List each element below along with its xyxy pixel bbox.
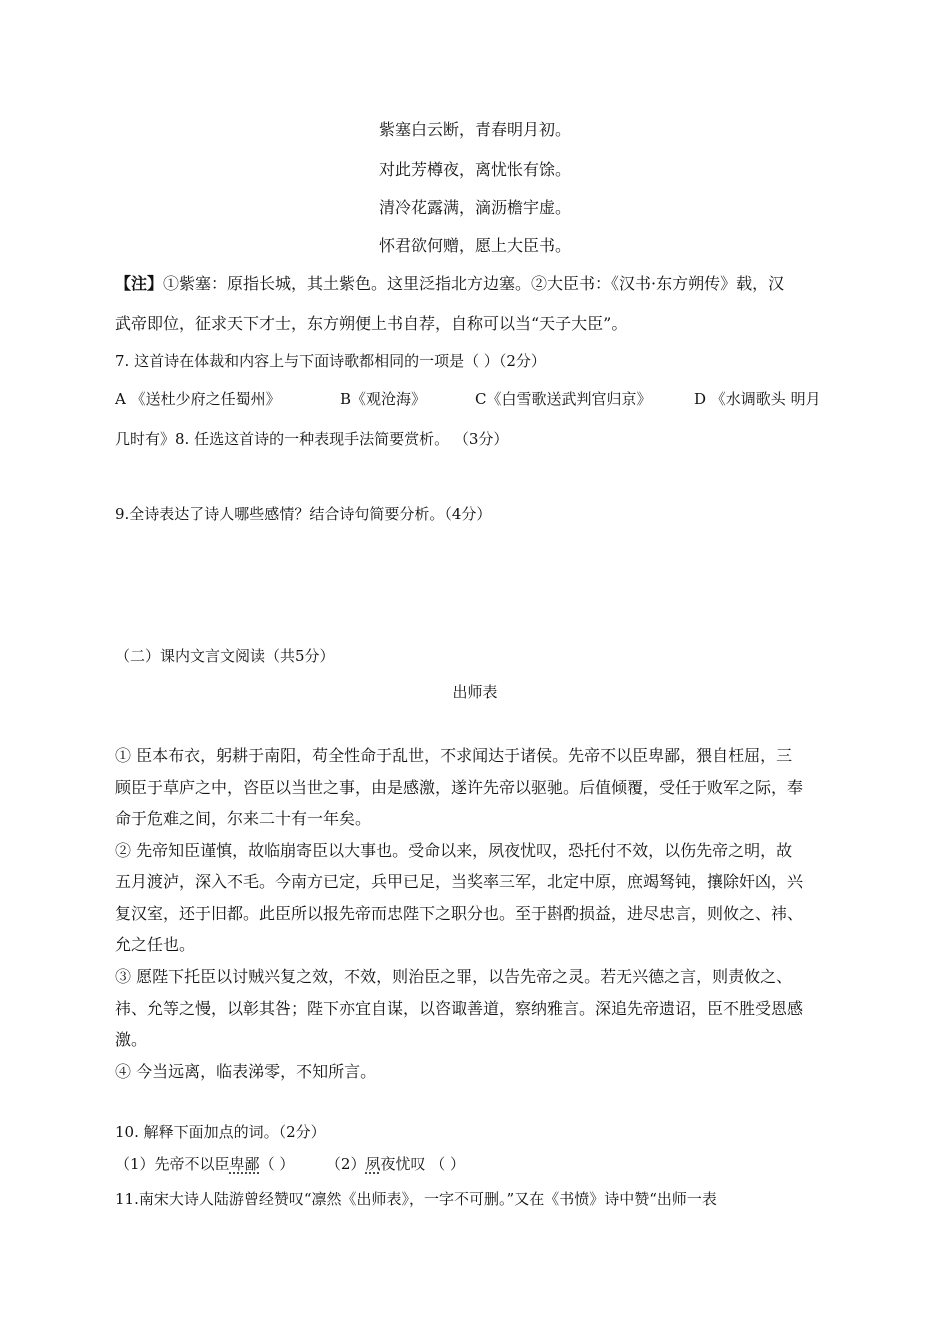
question-10-stem: 10. 解释下面加点的词。（2分） bbox=[115, 1123, 326, 1141]
q10-item2-blank: 夜忧叹 （ ） bbox=[380, 1155, 466, 1173]
passage-line: 五月渡泸，深入不毛。今南方已定，兵甲已足，当奖率三军，北定中原，庶竭驽钝，攘除奸凶，兴 bbox=[115, 872, 804, 891]
q7-option-d: D 《水调歌头 明月 bbox=[694, 390, 821, 408]
poem-line: 紫塞白云断，青春明月初。 bbox=[378, 120, 571, 139]
passage-line: 复汉室，还于旧都。此臣所以报先帝而忠陛下之职分也。至于斟酌损益，进尽忠言，则攸之、祎、 bbox=[115, 904, 804, 923]
passage-line: 顾臣于草庐之中，咨臣以当世之事，由是感激，遂许先帝以驱驰。后值倾覆，受任于败军之际，奉 bbox=[115, 778, 804, 797]
q10-item1-prefix: （1）先帝不以臣 bbox=[115, 1155, 230, 1173]
section-heading: （二）课内文言文阅读（共5分） bbox=[115, 647, 335, 665]
poem-line: 清冷花露满，滴沥檐宇虚。 bbox=[378, 198, 571, 217]
passage-line: 允之任也。 bbox=[115, 935, 196, 954]
passage-line: ② 先帝知臣谨慎，故临崩寄臣以大事也。受命以来，夙夜忧叹，恐托付不效，以伤先帝之明，故 bbox=[115, 841, 793, 860]
passage-line: 祎、允等之慢，以彰其咎；陛下亦宜自谋，以咨诹善道，察纳雅言。深追先帝遗诏，臣不胜受恩感 bbox=[115, 999, 804, 1018]
q7-option-d-cont: 几时有》 bbox=[115, 430, 176, 448]
passage-line: 激。 bbox=[115, 1030, 148, 1049]
q7-option-c: C《白雪歌送武判官归京》 bbox=[475, 390, 652, 408]
passage-line: ③ 愿陛下托臣以讨贼兴复之效，不效，则治臣之罪，以告先帝之灵。若无兴德之言，则责攸之、 bbox=[115, 967, 793, 986]
q10-item2-word: 夙 bbox=[365, 1155, 381, 1173]
q10-item1-word: 卑鄙 bbox=[229, 1155, 260, 1173]
passage-line: ① 臣本布衣，躬耕于南阳，苟全性命于乱世，不求闻达于诸侯。先帝不以臣卑鄙，猥自枉屈，三 bbox=[115, 746, 793, 765]
q10-item2-prefix: （2） bbox=[325, 1155, 366, 1173]
question-9: 9.全诗表达了诗人哪些感情？结合诗句简要分析。（4分） bbox=[115, 505, 492, 523]
note-label: 【注】 bbox=[115, 274, 164, 293]
passage-title: 出师表 bbox=[452, 683, 498, 701]
q10-item1-blank: （ ） bbox=[259, 1155, 295, 1173]
question-8: 8. 任选这首诗的一种表现手法简要赏析。 （3分） bbox=[175, 430, 509, 448]
passage-line: 命于危难之间，尔来二十有一年矣。 bbox=[115, 809, 372, 828]
passage-line: ④ 今当远离，临表涕零，不知所言。 bbox=[115, 1062, 377, 1081]
question-10-items bbox=[115, 1153, 465, 1174]
question-11: 11.南宋大诗人陆游曾经赞叹“凛然《出师表》，一字不可删。”又在《书愤》诗中赞“出师一表 bbox=[115, 1190, 717, 1208]
q7-option-b: B《观沧海》 bbox=[340, 390, 427, 408]
poem-line: 怀君欲何赠，愿上大臣书。 bbox=[378, 236, 571, 255]
poem-line: 对此芳樽夜，离忧怅有馀。 bbox=[378, 160, 571, 179]
q7-q8-line bbox=[115, 428, 508, 449]
poem-note bbox=[115, 271, 784, 294]
note-line: ①紫塞：原指长城，其土紫色。这里泛指北方边塞。②大臣书：《汉书·东方朔传》载，汉 bbox=[163, 274, 785, 293]
note-line: 武帝即位，征求天下才士，东方朔便上书自荐，自称可以当“天子大臣”。 bbox=[115, 314, 628, 333]
question-7-stem: 7. 这首诗在体裁和内容上与下面诗歌都相同的一项是（ ）（2分） bbox=[115, 352, 546, 370]
q7-option-a: A 《送杜少府之任蜀州》 bbox=[115, 390, 281, 408]
